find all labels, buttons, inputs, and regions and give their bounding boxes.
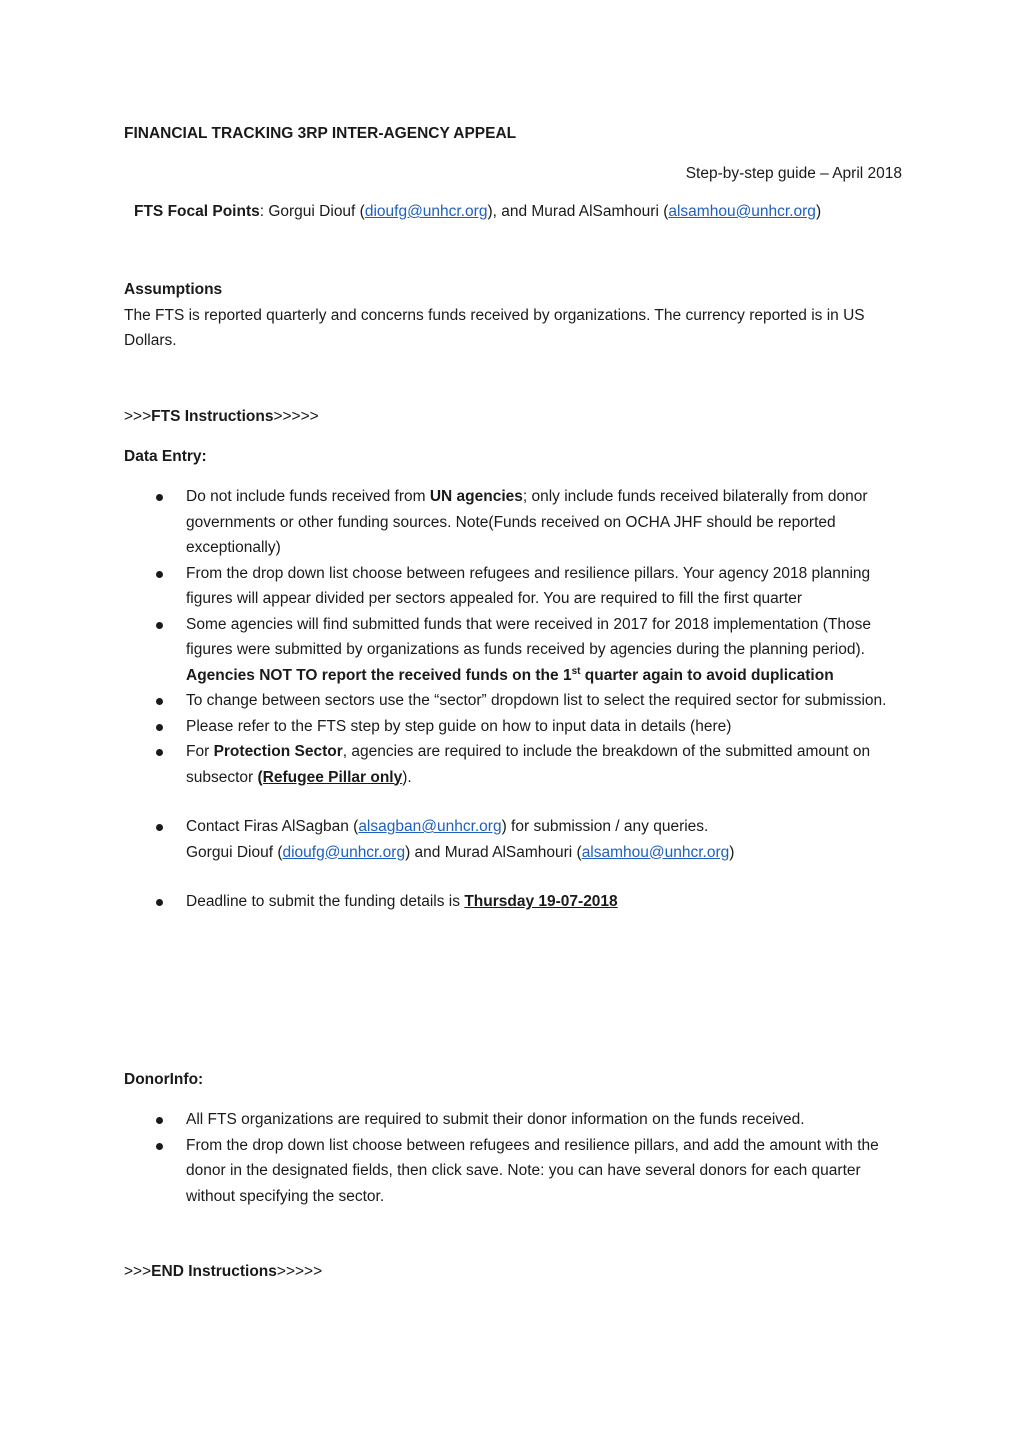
list-item-bold: Agencies NOT TO report the received funds on the 1: [186, 666, 572, 684]
email-link-alsagban[interactable]: alsagban@unhcr.org: [358, 818, 502, 835]
email-link-dioufg[interactable]: dioufg@unhcr.org: [364, 203, 488, 220]
focal-points-line: [134, 203, 821, 221]
list-item-text: Please refer to the FTS step by step guide on how to input data in details (here): [186, 717, 732, 735]
list-item-text: Deadline to submit the funding details is: [186, 893, 465, 910]
bullet-icon: [156, 494, 163, 501]
guide-date: Step-by-step guide – April 2018: [685, 165, 902, 182]
list-item: [124, 612, 902, 689]
donor-info-list: [124, 1107, 902, 1209]
list-item-text: Do not include funds received from: [186, 488, 430, 505]
bullet-icon: [156, 899, 163, 906]
list-item: [124, 889, 902, 915]
data-entry-heading: Data Entry:: [124, 448, 207, 465]
focal-points-end: ): [815, 203, 822, 220]
marker-post: >>>>>: [276, 1263, 323, 1280]
bullet-icon: [156, 749, 163, 756]
list-item-text: ): [729, 843, 735, 861]
list-item-bold-underline: (Refugee Pillar only: [257, 768, 403, 786]
list-item-text: , agencies are required to include the breakdown of the submitted amount on subsector: [186, 743, 871, 786]
email-link-alsamhou[interactable]: alsamhou@unhcr.org: [581, 843, 730, 861]
bullet-icon: [156, 1143, 163, 1150]
marker-post: >>>>>: [273, 408, 319, 425]
bullet-icon: [156, 622, 163, 629]
focal-points-label: FTS Focal Points: [134, 203, 260, 220]
list-item: [124, 1133, 902, 1210]
instructions-start-marker: [124, 408, 319, 426]
bullet-icon: [156, 824, 163, 831]
list-item-text: For: [186, 743, 214, 760]
list-item: [124, 739, 902, 790]
superscript: st: [571, 665, 581, 677]
list-item-bold: quarter again to avoid duplication: [580, 666, 834, 684]
email-link-dioufg[interactable]: dioufg@unhcr.org: [282, 843, 406, 861]
list-item: [124, 561, 902, 612]
list-item-text: ; only include funds received bilaterally from donor governments or other funding sources. Note(Funds received on OCHA JHF should be reported exceptionally): [186, 488, 868, 556]
focal-points-mid: ), and Murad AlSamhouri (: [487, 203, 669, 220]
bullet-icon: [156, 1117, 163, 1124]
list-item-bold: UN agencies: [429, 488, 523, 505]
list-item: [124, 714, 902, 740]
instructions-end-marker: [124, 1263, 322, 1281]
document-title: FINANCIAL TRACKING 3RP INTER-AGENCY APPEAL: [124, 125, 517, 142]
list-item-text: Gorgui Diouf (: [186, 843, 283, 861]
assumptions-text: The FTS is reported quarterly and concerns funds received by organizations. The currency reported is in US Dollars.: [124, 307, 865, 349]
list-item-text: ) for submission / any queries.: [501, 818, 709, 835]
list-item-text: All FTS organizations are required to submit their donor information on the funds received.: [186, 1111, 805, 1128]
data-entry-list: [124, 484, 902, 915]
marker-label: FTS Instructions: [151, 408, 274, 425]
list-item-text: Contact Firas AlSagban (: [186, 818, 359, 835]
email-link-alsamhou[interactable]: alsamhou@unhcr.org: [668, 203, 816, 220]
list-item-text: Some agencies will find submitted funds that were received in 2017 for 2018 implementation (Those figures were submitted by organizations as funds received by agencies during the planning period).: [186, 615, 871, 658]
list-item-text: ) and Murad AlSamhouri (: [405, 843, 582, 861]
list-item-text: ).: [402, 768, 412, 786]
list-item: [124, 814, 902, 865]
focal-points-sep: : Gorgui Diouf (: [259, 203, 365, 220]
marker-pre: >>>: [124, 408, 152, 425]
list-item: [124, 1107, 902, 1133]
marker-label: END Instructions: [151, 1263, 277, 1280]
list-item: [124, 688, 902, 714]
bullet-icon: [156, 724, 163, 731]
donor-info-heading: DonorInfo:: [124, 1071, 204, 1088]
bullet-icon: [156, 571, 163, 578]
list-item-text: To change between sectors use the “sector” dropdown list to select the required sector for submission.: [186, 692, 887, 709]
list-item-bold: Protection Sector: [213, 743, 343, 760]
list-item-text: From the drop down list choose between refugees and resilience pillars, and add the amount with the donor in the designated fields, then click save. Note: you can have several donors for each quarter without specifying the sector.: [186, 1136, 879, 1205]
bullet-icon: [156, 698, 163, 705]
list-item: [124, 484, 902, 561]
assumptions-heading: Assumptions: [124, 281, 223, 298]
list-item-text: From the drop down list choose between refugees and resilience pillars. Your agency 2018 planning figures will appear divided per sectors appealed for. You are required to fill the first quarter: [186, 564, 871, 607]
marker-pre: >>>: [124, 1263, 152, 1280]
deadline-date: Thursday 19-07-2018: [464, 893, 618, 910]
